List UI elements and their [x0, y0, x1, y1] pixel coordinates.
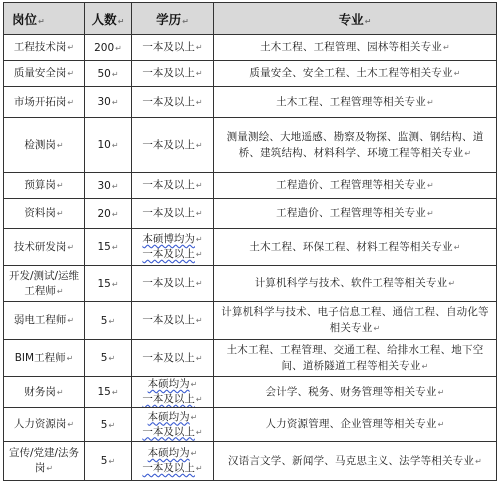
cell-education: 本硕博均为↵ 一本及以上↵ — [132, 229, 214, 266]
cell-education: 一本及以上↵ — [132, 173, 214, 199]
cell-education: 一本及以上↵ — [132, 87, 214, 118]
cell-education: 一本及以上↵ — [132, 61, 214, 87]
table-row — [4, 118, 497, 173]
cell-major: 会计学、税务、财务管理等相关专业↵ — [214, 377, 497, 408]
cell-number: 5↵ — [85, 408, 132, 442]
table-row — [4, 61, 497, 87]
header-number: 人数↵ — [85, 3, 132, 35]
cell-major: 测量测绘、大地遥感、勘察及物探、监测、钢结构、道桥、建筑结构、材料科学、环境工程等相关专业↵ — [214, 118, 497, 173]
cell-post: 技术研发岗↵ — [4, 229, 85, 266]
cell-number: 30↵ — [85, 173, 132, 199]
table-row — [4, 442, 497, 481]
cell-major: 土木工程、环保工程、材料工程等相关专业↵ — [214, 229, 497, 266]
cell-post: 人力资源岗↵ — [4, 408, 85, 442]
cell-education: 本硕均为↵ 一本及以上↵ — [132, 377, 214, 408]
cell-education: 一本及以上↵ — [132, 199, 214, 229]
cell-number: 5↵ — [85, 302, 132, 340]
header-post: 岗位↵ — [4, 3, 85, 35]
cell-post: 宣传/党建/法务岗↵ — [4, 442, 85, 481]
table-row — [4, 87, 497, 118]
cell-post: 开发/测试/运维工程师↵ — [4, 266, 85, 302]
cell-post: 资料岗↵ — [4, 199, 85, 229]
cell-number: 20↵ — [85, 199, 132, 229]
cell-major: 土木工程、工程管理等相关专业↵ — [214, 87, 497, 118]
cell-education: 本硕均为↵ 一本及以上↵ — [132, 442, 214, 481]
cell-number: 15↵ — [85, 266, 132, 302]
cell-education: 一本及以上↵ — [132, 118, 214, 173]
table-row — [4, 266, 497, 302]
cell-major: 计算机科学与技术、软件工程等相关专业↵ — [214, 266, 497, 302]
table-row — [4, 199, 497, 229]
cell-post: BIM工程师↵ — [4, 340, 85, 377]
cell-post: 市场开拓岗↵ — [4, 87, 85, 118]
cell-number: 200↵ — [85, 35, 132, 61]
table-row — [4, 35, 497, 61]
cell-post: 预算岗↵ — [4, 173, 85, 199]
cell-major: 人力资源管理、企业管理等相关专业↵ — [214, 408, 497, 442]
cell-education: 一本及以上↵ — [132, 35, 214, 61]
table-row — [4, 302, 497, 340]
table-header-row — [4, 3, 497, 35]
cell-post: 财务岗↵ — [4, 377, 85, 408]
header-education: 学历↵ — [132, 3, 214, 35]
table-row — [4, 173, 497, 199]
cell-major: 土木工程、工程管理、交通工程、给排水工程、地下空间、道桥隧道工程等相关专业↵ — [214, 340, 497, 377]
cell-major: 质量安全、安全工程、土木工程等相关专业↵ — [214, 61, 497, 87]
cell-major: 工程造价、工程管理等相关专业↵ — [214, 173, 497, 199]
table-row — [4, 408, 497, 442]
cell-number: 50↵ — [85, 61, 132, 87]
cell-number: 10↵ — [85, 118, 132, 173]
table-row — [4, 377, 497, 408]
cell-number: 15↵ — [85, 229, 132, 266]
cell-number: 15↵ — [85, 377, 132, 408]
cell-major: 工程造价、工程管理等相关专业↵ — [214, 199, 497, 229]
cell-education: 本硕均为↵ 一本及以上↵ — [132, 408, 214, 442]
cell-major: 土木工程、工程管理、园林等相关专业↵ — [214, 35, 497, 61]
cell-major: 汉语言文学、新闻学、马克思主义、法学等相关专业↵ — [214, 442, 497, 481]
table-row — [4, 340, 497, 377]
header-major: 专业↵ — [214, 3, 497, 35]
cell-education: 一本及以上↵ — [132, 340, 214, 377]
table-row — [4, 229, 497, 266]
cell-number: 30↵ — [85, 87, 132, 118]
recruitment-table — [3, 2, 497, 481]
cell-post: 弱电工程师↵ — [4, 302, 85, 340]
cell-education: 一本及以上↵ — [132, 266, 214, 302]
cell-post: 工程技术岗↵ — [4, 35, 85, 61]
cell-major: 计算机科学与技术、电子信息工程、通信工程、自动化等相关专业↵ — [214, 302, 497, 340]
cell-post: 质量安全岗↵ — [4, 61, 85, 87]
cell-post: 检测岗↵ — [4, 118, 85, 173]
cell-number: 5↵ — [85, 340, 132, 377]
cell-number: 5↵ — [85, 442, 132, 481]
table-body — [4, 35, 497, 481]
cell-education: 一本及以上↵ — [132, 302, 214, 340]
